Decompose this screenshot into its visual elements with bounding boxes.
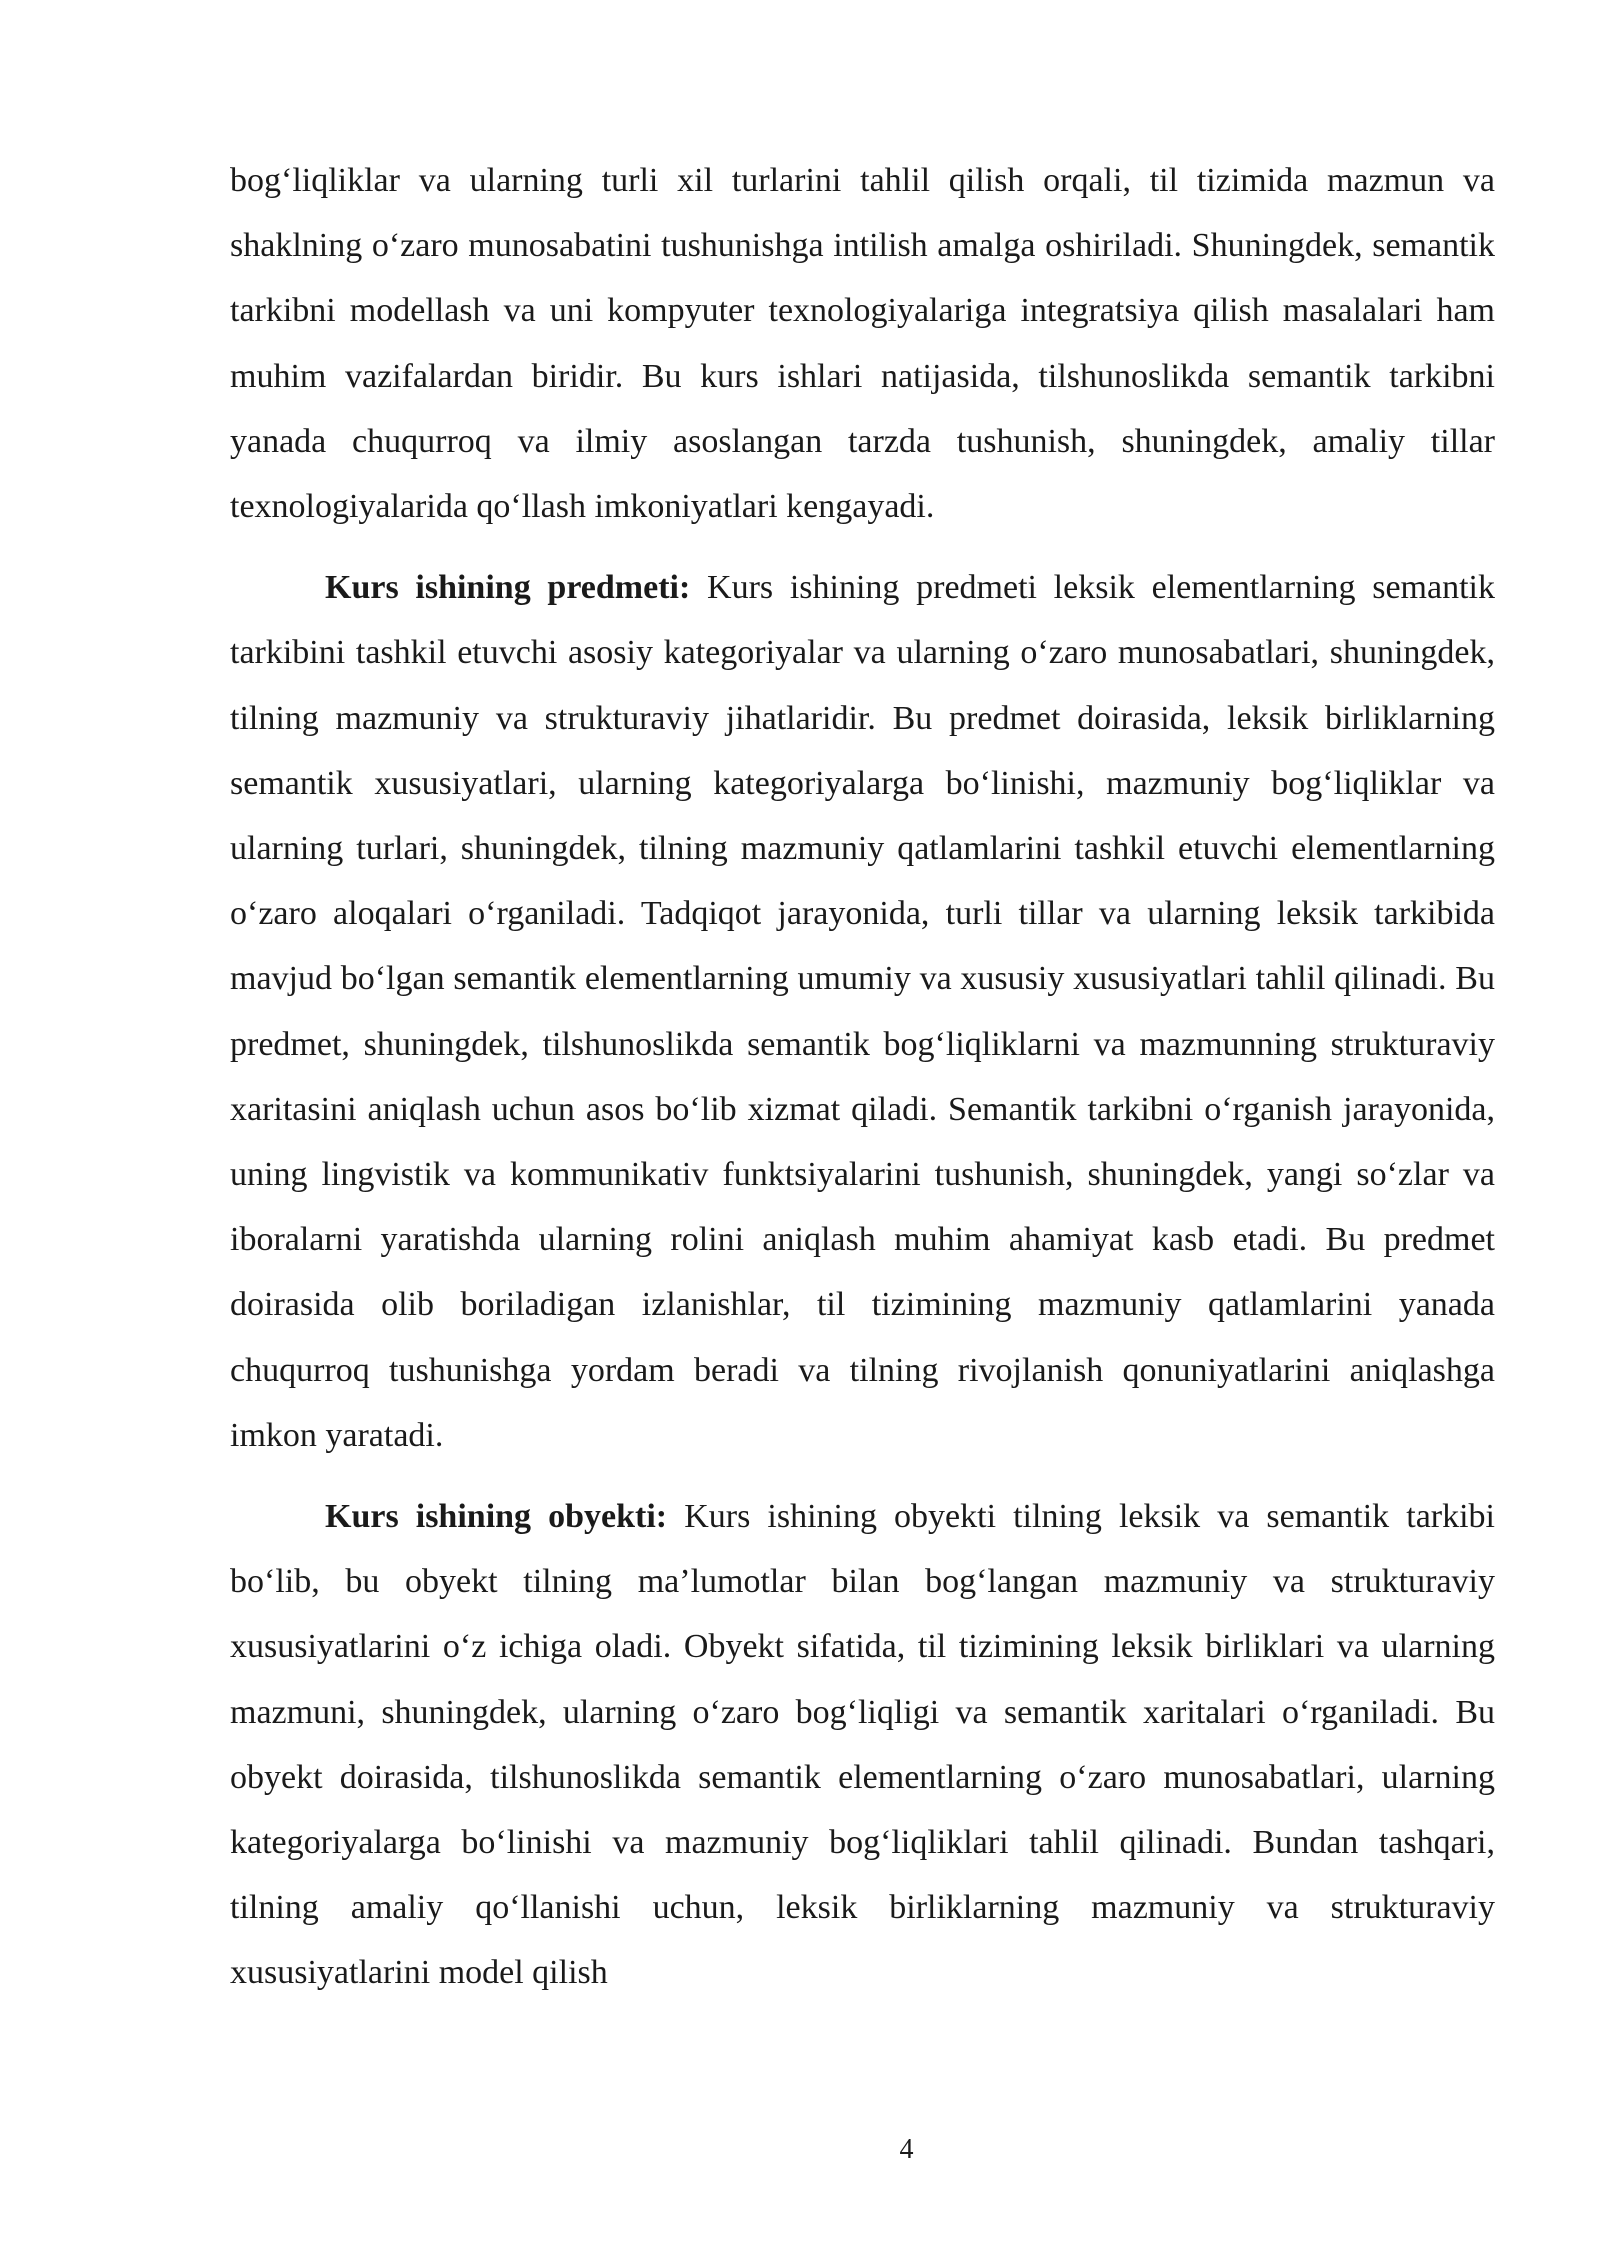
paragraph-heading-subject: Kurs ishining predmeti: <box>325 569 691 607</box>
paragraph-heading-object: Kurs ishining obyekti: <box>325 1498 668 1536</box>
body-text <box>230 148 1495 2022</box>
paragraph-subject <box>230 555 1495 1468</box>
paragraph-text: Kurs ishining obyekti tilning leksik va semantik tarkibi bo‘lib, bu obyekt tilning ma’lumotlar bilan bog‘langan mazmuniy va strukturaviy xususiyatlarini o‘z ichiga oladi. Obyekt sifatida, til tizimining leksik birliklari va ularning mazmuni, shuningdek, ularning o‘zaro bog‘liqligi va semantik xaritalari o‘rganiladi. Bu obyekt doirasida, tilshunoslikda semantik elementlarning o‘zaro munosabatlari, ularning kategoriyalarga bo‘linishi va mazmuniy bog‘liqliklari tahlil qilinadi. Bundan tashqari, tilning amaliy qo‘llanishi uchun, leksik birliklarning mazmuniy va strukturaviy xususiyatlarini model qilish <box>230 1498 1495 1992</box>
paragraph-text: bog‘liqliklar va ularning turli xil turlarini tahlil qilish orqali, til tizimida mazmun va shaklning o‘zaro munosabatini tushunishga intilish amalga oshiriladi. Shuningdek, semantik tarkibni modellash va uni kompyuter texnologiyalariga integratsiya qilish masalalari ham muhim vazifalardan biridir. Bu kurs ishlari natijasida, tilshunoslikda semantik tarkibni yanada chuqurroq va ilmiy asoslangan tarzda tushunish, shuningdek, amaliy tillar texnologiyalarida qo‘llash imkoniyatlari kengayadi. <box>230 162 1495 526</box>
paragraph-object <box>230 1484 1495 2006</box>
paragraph-text: Kurs ishining predmeti leksik elementlarning semantik tarkibini tashkil etuvchi asosiy kategoriyalar va ularning o‘zaro munosabatlari, shuningdek, tilning mazmuniy va strukturaviy jihatlaridir. Bu predmet doirasida, leksik birliklarning semantik xususiyatlari, ularning kategoriyalarga bo‘linishi, mazmuniy bog‘liqliklar va ularning turlari, shuningdek, tilning mazmuniy qatlamlarini tashkil etuvchi elementlarning o‘zaro aloqalari o‘rganiladi. Tadqiqot jarayonida, turli tillar va ularning leksik tarkibida mavjud bo‘lgan semantik elementlarning umumiy va xususiy xususiyatlari tahlil qilinadi. Bu predmet, shuningdek, tilshunoslikda semantik bog‘liqliklarni va mazmunning strukturaviy xaritasini aniqlash uchun asos bo‘lib xizmat qiladi. Semantik tarkibni o‘rganish jarayonida, uning lingvistik va kommunikativ funktsiyalarini tushunish, shuningdek, yangi so‘zlar va iboralarni yaratishda ularning rolini aniqlash muhim ahamiyat kasb etadi. Bu predmet doirasida olib boriladigan izlanishlar, til tizimining mazmuniy qatlamlarini yanada chuqurroq tushunishga yordam beradi va tilning rivojlanish qonuniyatlarini aniqlashga imkon yaratadi. <box>230 569 1495 1454</box>
paragraph-continuation <box>230 148 1495 539</box>
page-number: 4 <box>899 2134 914 2165</box>
